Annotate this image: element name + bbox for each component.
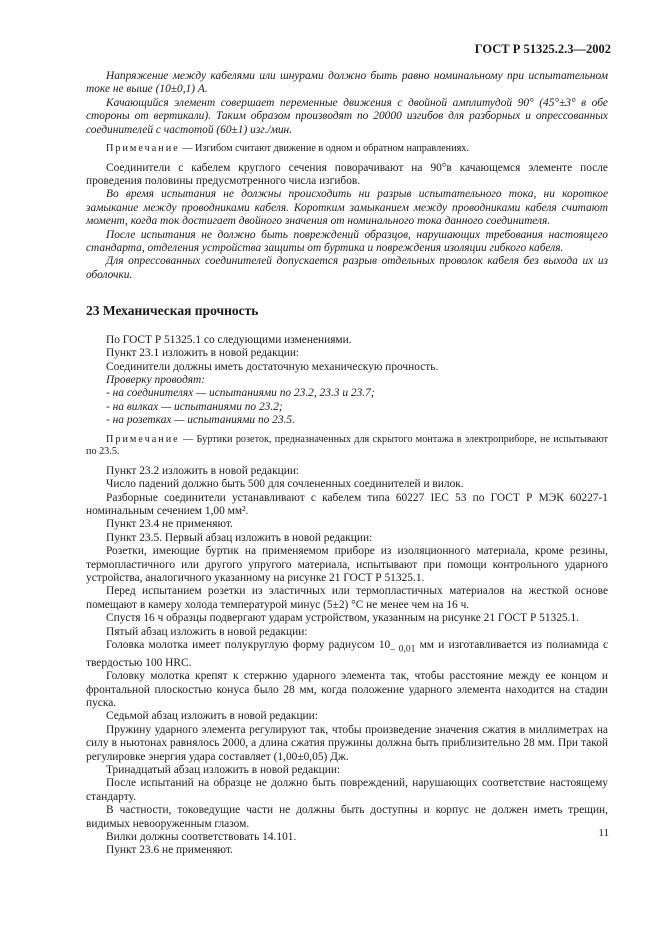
- paragraph: Соединители должны иметь достаточную механическую прочность.: [106, 360, 439, 373]
- list-item: - на вилках — испытаниями по 23.2;: [106, 400, 283, 413]
- paragraph: Розетки, имеющие буртик на применяемом приборе из изоляционного материала, кроме резины, термопластичного или другого упругого материала, испытывают при помощи контрольного ударного устройства, аналогичного указанному на рисунке 21 ГОСТ Р 51325.1.: [86, 545, 608, 584]
- section-heading: 23 Механическая прочность: [86, 303, 259, 319]
- document-header: ГОСТ Р 51325.2.3—2002: [474, 42, 611, 56]
- paragraph: Перед испытанием розетки из эластичных или термопластичных материалов на жесткой основе помещают в камеру холода температурой минус (5±2) °С не менее чем на 16 ч.: [86, 585, 608, 611]
- paragraph: Пункт 23.6 не применяют.: [106, 844, 233, 857]
- note: [86, 434, 608, 459]
- note-label: Примечание: [106, 433, 180, 445]
- list-item: - на соединителях — испытаниями по 23.2, 23.3 и 23.7;: [106, 387, 375, 400]
- paragraph: Проверку проводят:: [106, 373, 206, 386]
- paragraph: Напряжение между кабелями или шнурами должно быть равно номинальному при испытательном токе не выше (10±0,1) А.: [86, 70, 608, 96]
- paragraph: Пункт 23.5. Первый абзац изложить в новой редакции:: [106, 531, 373, 544]
- note-text: — Изгибом считают движение в одном и обратном направлениях.: [179, 143, 469, 155]
- paragraph: Разборные соединители устанавливают с кабелем типа 60227 IEC 53 по ГОСТ Р МЭК 60227-1 номинальным сечением 1,00 мм².: [86, 491, 608, 517]
- paragraph: Пятый абзац изложить в новой редакции:: [106, 625, 308, 638]
- paragraph: Вилки должны соответствовать 14.101.: [106, 830, 297, 843]
- page-number: 11: [598, 827, 609, 839]
- paragraph: Соединители с кабелем круглого сечения поворачивают на 90°в качающемся элементе после проведения половины предусмотренного числа изгибов.: [86, 161, 608, 188]
- note-label: Примечание: [106, 143, 180, 155]
- note: [86, 143, 608, 156]
- paragraph: В частности, токоведущие части не должны быть доступны и корпус не должен иметь трещин, видимых невооруженным глазом.: [86, 804, 608, 830]
- list-item: - на розетках — испытаниями по 23.5.: [106, 414, 295, 427]
- paragraph: Качающийся элемент совершает переменные движения с двойной амплитудой 90° (45°±3° в обе стороны от вертикали). Таким образом производят по 20000 изгибов для разборных и опрессованных соединителей с частотой (60±1) изг./мин.: [86, 96, 608, 136]
- paragraph: Спустя 16 ч образцы подвергают ударам устройством, указанным на рисунке 21 ГОСТ Р 51325.1.: [106, 612, 580, 625]
- paragraph: Пункт 23.1 изложить в новой редакции:: [106, 347, 300, 360]
- paragraph: Пружину ударного элемента регулируют так, чтобы произведение значения сжатия в миллиметрах на силу в ньютонах равнялось 2000, а длина сжатия пружины должна быть приблизительно 28 мм. При такой регулировке энергия удара составляет (1,00±0,05) Дж.: [86, 723, 608, 763]
- text-run: Головка молотка имеет полукруглую форму радиусом 10: [106, 639, 391, 651]
- paragraph: После испытаний на образце не должно быть повреждений, нарушающих соответствие настоящему стандарту.: [86, 777, 608, 803]
- paragraph: После испытания не должно быть повреждений образцов, нарушающих требования настоящего стандарта, отделения устройства защиты от буртика и повреждения изоляции гибкого кабеля.: [86, 228, 608, 255]
- paragraph: Для опрессованных соединителей допускается разрыв отдельных проволок кабеля без выхода их из оболочки.: [86, 255, 608, 281]
- paragraph: Головку молотка крепят к стержню ударного элемента так, чтобы расстояние между ее концом и фронтальной плоскостью конуса было 28 мм, когда положение ударного элемента находится на стадии пуска.: [86, 670, 608, 709]
- paragraph: По ГОСТ Р 51325.1 со следующими изменениями.: [106, 333, 352, 346]
- paragraph: Пункт 23.4 не применяют.: [106, 518, 233, 531]
- paragraph: Число падений должно быть 500 для сочлененных соединителей и вилок.: [106, 478, 464, 491]
- paragraph: Пункт 23.2 изложить в новой редакции:: [106, 464, 300, 477]
- tolerance-subscript: – 0,01: [390, 644, 416, 655]
- text-run: мм и изготавливается из полиамида с твердостью 100 HRC.: [86, 639, 609, 669]
- paragraph: Тринадцатый абзац изложить в новой редакции:: [106, 763, 341, 776]
- paragraph: Седьмой абзац изложить в новой редакции:: [106, 710, 318, 723]
- page-content: [86, 70, 608, 858]
- paragraph: [86, 639, 608, 670]
- note-text: — Буртики розеток, предназначенных для скрытого монтажа в электроприборе, не испытывают по 23.5.: [86, 433, 608, 458]
- paragraph: Во время испытания не должны происходить ни разрыв испытательного тока, ни короткое замыкание между проводниками кабеля. Коротким замыканием между проводниками кабеля считают момент, когда ток достигает двойного значения от номинального тока данного соединителя.: [86, 188, 608, 228]
